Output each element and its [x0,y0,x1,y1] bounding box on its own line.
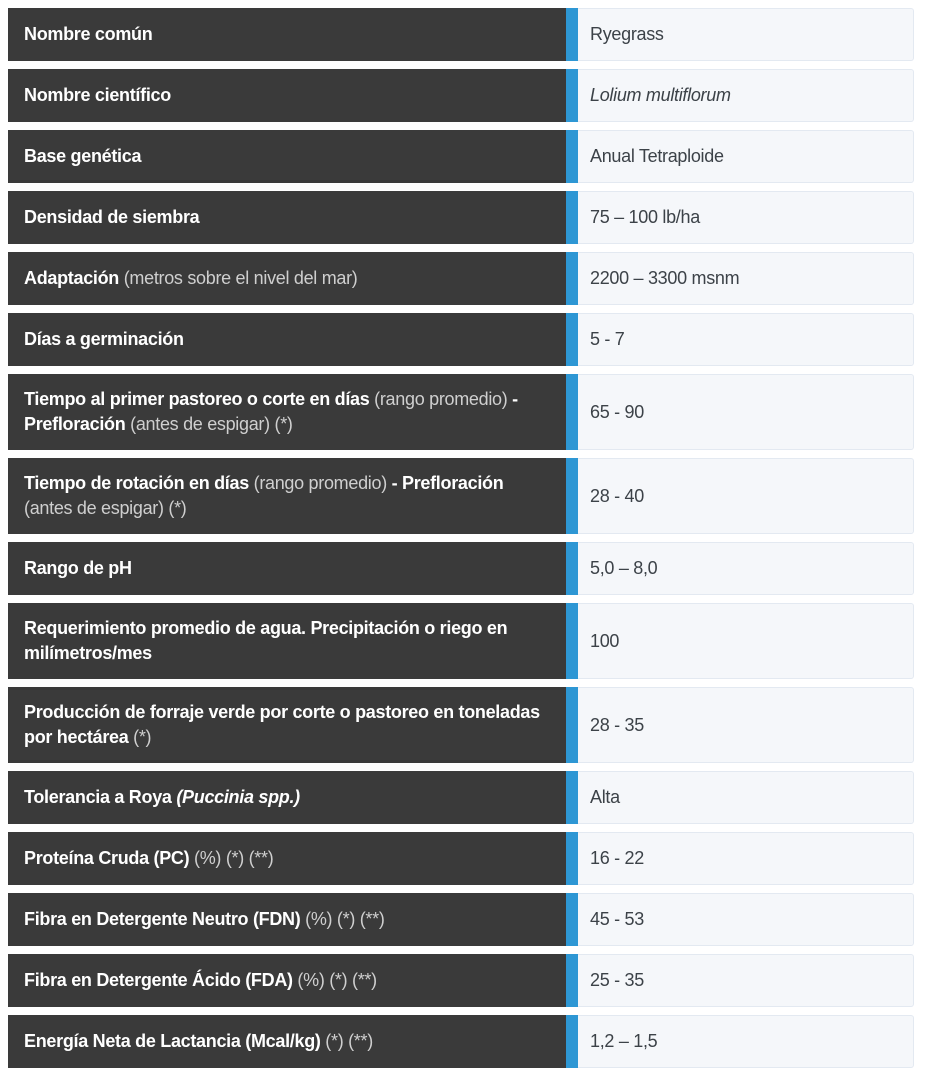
accent-bar [566,313,578,366]
row-value-text: 45 - 53 [590,909,644,929]
row-label-text [24,387,552,437]
accent-bar [566,954,578,1007]
label-part: Fibra en Detergente Ácido (FDA) [24,970,293,990]
row-value [578,252,914,305]
row-value-text: 25 - 35 [590,970,644,990]
row-label [8,687,566,763]
row-value-text: 75 – 100 lb/ha [590,207,700,227]
table-row [8,374,914,450]
table-row [8,130,914,183]
accent-bar [566,252,578,305]
accent-bar [566,69,578,122]
row-value-text: Lolium multiflorum [590,85,731,105]
accent-bar [566,603,578,679]
row-label-text [24,785,300,810]
row-label-text [24,266,358,291]
label-part: Fibra en Detergente Neutro (FDN) [24,909,301,929]
row-value [578,374,914,450]
row-value-text: Ryegrass [590,24,664,44]
label-part: Días a germinación [24,329,184,349]
row-label-text [24,968,377,993]
row-label [8,832,566,885]
row-value-text: 28 - 35 [590,714,644,735]
row-value [578,191,914,244]
label-part: (%) (*) (**) [300,909,385,929]
row-label [8,954,566,1007]
row-value-text: 5,0 – 8,0 [590,558,658,578]
row-value [578,458,914,534]
accent-bar [566,191,578,244]
row-value-text: 2200 – 3300 msnm [590,268,740,288]
accent-bar [566,374,578,450]
row-value-text: Anual Tetraploide [590,146,724,166]
table-row [8,1015,914,1068]
label-part: - Prefloración [24,389,518,434]
row-label-text [24,205,199,230]
row-label [8,771,566,824]
label-part: Nombre científico [24,85,171,105]
row-value-text: 28 - 40 [590,485,644,506]
table-row [8,191,914,244]
accent-bar [566,893,578,946]
label-part: (%) (*) (**) [292,970,377,990]
row-value [578,130,914,183]
accent-bar [566,458,578,534]
label-part: (antes de espigar) (*) [24,498,187,518]
accent-bar [566,771,578,824]
table-row [8,69,914,122]
row-value [578,542,914,595]
label-part: Rango de pH [24,558,132,578]
label-part: (*) (**) [320,1031,373,1051]
label-part: Densidad de siembra [24,207,200,227]
label-part: Base genética [24,146,142,166]
label-part: Producción de forraje verde por corte o pastoreo en toneladas por hectárea [24,702,540,747]
row-value-text: 16 - 22 [590,848,644,868]
row-label [8,1015,566,1068]
label-part: - Prefloración [391,473,504,493]
table-row [8,954,914,1007]
row-label-text [24,327,184,352]
row-label [8,130,566,183]
row-label-text [24,907,385,932]
row-value [578,69,914,122]
label-part: Energía Neta de Lactancia (Mcal/kg) [24,1031,321,1051]
row-label [8,458,566,534]
row-value-text: 1,2 – 1,5 [590,1031,658,1051]
row-label [8,893,566,946]
table-row [8,313,914,366]
label-part: Tiempo al primer pastoreo o corte en días [24,389,370,409]
row-label-text [24,471,552,521]
accent-bar [566,1015,578,1068]
row-value-text: Alta [590,787,620,807]
table-row [8,542,914,595]
row-label-text [24,700,552,750]
label-part: Nombre común [24,24,153,44]
row-value-text: 100 [590,630,620,651]
row-label [8,603,566,679]
row-value [578,8,914,61]
row-label-text [24,22,152,47]
row-value [578,954,914,1007]
accent-bar [566,832,578,885]
label-part: (antes de espigar) (*) [125,414,293,434]
label-part: (Puccinia spp.) [176,787,300,807]
row-label [8,542,566,595]
table-row [8,771,914,824]
accent-bar [566,8,578,61]
accent-bar [566,130,578,183]
row-label [8,69,566,122]
row-label [8,313,566,366]
row-label-text [24,846,273,871]
row-value [578,832,914,885]
label-part: (metros sobre el nivel del mar) [119,268,358,288]
label-part: Tolerancia a Roya [24,787,177,807]
accent-bar [566,542,578,595]
label-part: (rango promedio) [369,389,513,409]
row-label [8,374,566,450]
accent-bar [566,687,578,763]
row-label-text [24,556,132,581]
row-value [578,687,914,763]
label-part: Tiempo de rotación en días [24,473,249,493]
label-part: (rango promedio) [248,473,392,493]
label-part: Adaptación [24,268,120,288]
row-label-text [24,616,552,666]
row-label-text [24,1029,373,1054]
row-value-text: 5 - 7 [590,329,625,349]
spec-table [8,8,914,1076]
table-row [8,893,914,946]
table-row [8,603,914,679]
row-value-text: 65 - 90 [590,401,644,422]
row-label-text [24,144,141,169]
table-row [8,252,914,305]
row-label [8,191,566,244]
row-value [578,313,914,366]
table-row [8,832,914,885]
label-part: Proteína Cruda (PC) [24,848,190,868]
table-row [8,8,914,61]
label-part: (%) (*) (**) [189,848,274,868]
row-value [578,771,914,824]
label-part: Requerimiento promedio de agua. Precipitación o riego en milímetros/mes [24,618,508,663]
row-value [578,893,914,946]
row-value [578,1015,914,1068]
row-label-text [24,83,171,108]
table-row [8,458,914,534]
label-part: (*) [128,727,152,747]
row-value [578,603,914,679]
row-label [8,252,566,305]
table-row [8,687,914,763]
row-label [8,8,566,61]
